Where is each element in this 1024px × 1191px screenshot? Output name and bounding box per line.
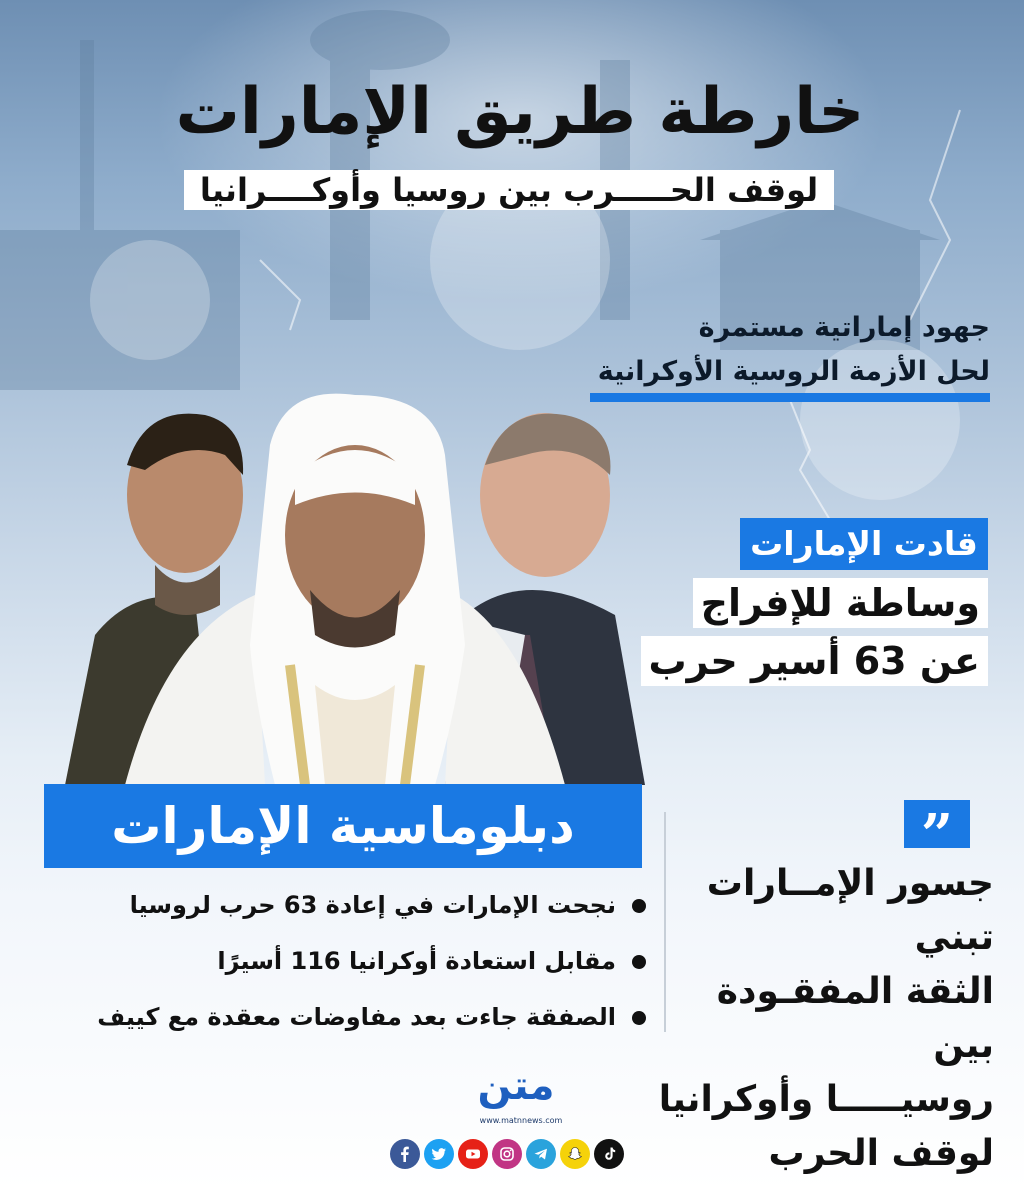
quote-line-3: روسيـــــا وأوكرانيا bbox=[658, 1079, 994, 1120]
subtitle: لوقف الحـــــرب بين روسيا وأوكــــرانيا bbox=[199, 171, 819, 209]
leaders-label: قادت الإمارات bbox=[740, 518, 988, 570]
quote-line-2: الثقة المفقـودة بين bbox=[716, 971, 994, 1066]
telegram-icon[interactable] bbox=[526, 1139, 556, 1169]
bullet-text: مقابل استعادة أوكرانيا 116 أسيرًا bbox=[217, 947, 616, 975]
quote-line-1: جسور الإمــارات تبني bbox=[706, 863, 994, 958]
efforts-line-1: جهود إماراتية مستمرة bbox=[698, 312, 990, 343]
main-title: خارطة طريق الإمارات bbox=[175, 75, 865, 149]
bullet-dot bbox=[632, 955, 646, 969]
bullet-list bbox=[60, 882, 650, 1050]
mediation-line-1: وساطة للإفراج bbox=[693, 578, 988, 628]
twitter-icon[interactable] bbox=[424, 1139, 454, 1169]
bullet-item bbox=[60, 994, 650, 1050]
bullet-dot bbox=[632, 899, 646, 913]
brand-logo: متن bbox=[477, 1063, 555, 1109]
social-icons bbox=[390, 1139, 624, 1173]
diplomacy-title: دبلوماسية الإمارات bbox=[111, 797, 575, 855]
brand-url[interactable]: www.matnnews.com bbox=[479, 1116, 563, 1125]
efforts-line-2: لحل الأزمة الروسية الأوكرانية bbox=[590, 351, 990, 402]
mediation-line-2: عن 63 أسير حرب bbox=[641, 636, 989, 686]
quote-mark-icon: ” bbox=[904, 800, 970, 848]
bullet-item bbox=[60, 938, 650, 994]
bullet-dot bbox=[632, 1011, 646, 1025]
facebook-icon[interactable] bbox=[390, 1139, 420, 1169]
quote-text bbox=[654, 857, 994, 1181]
quote-line-4: لوقف الحرب bbox=[768, 1133, 994, 1174]
instagram-icon[interactable] bbox=[492, 1139, 522, 1169]
snapchat-icon[interactable] bbox=[560, 1139, 590, 1169]
tiktok-icon[interactable] bbox=[594, 1139, 624, 1169]
youtube-icon[interactable] bbox=[458, 1139, 488, 1169]
leaders-photo bbox=[55, 385, 655, 785]
bullet-item bbox=[60, 882, 650, 938]
bullet-text: الصفقة جاءت بعد مفاوضات معقدة مع كييف bbox=[97, 1003, 616, 1031]
bullet-text: نجحت الإمارات في إعادة 63 حرب لروسيا bbox=[129, 891, 616, 919]
